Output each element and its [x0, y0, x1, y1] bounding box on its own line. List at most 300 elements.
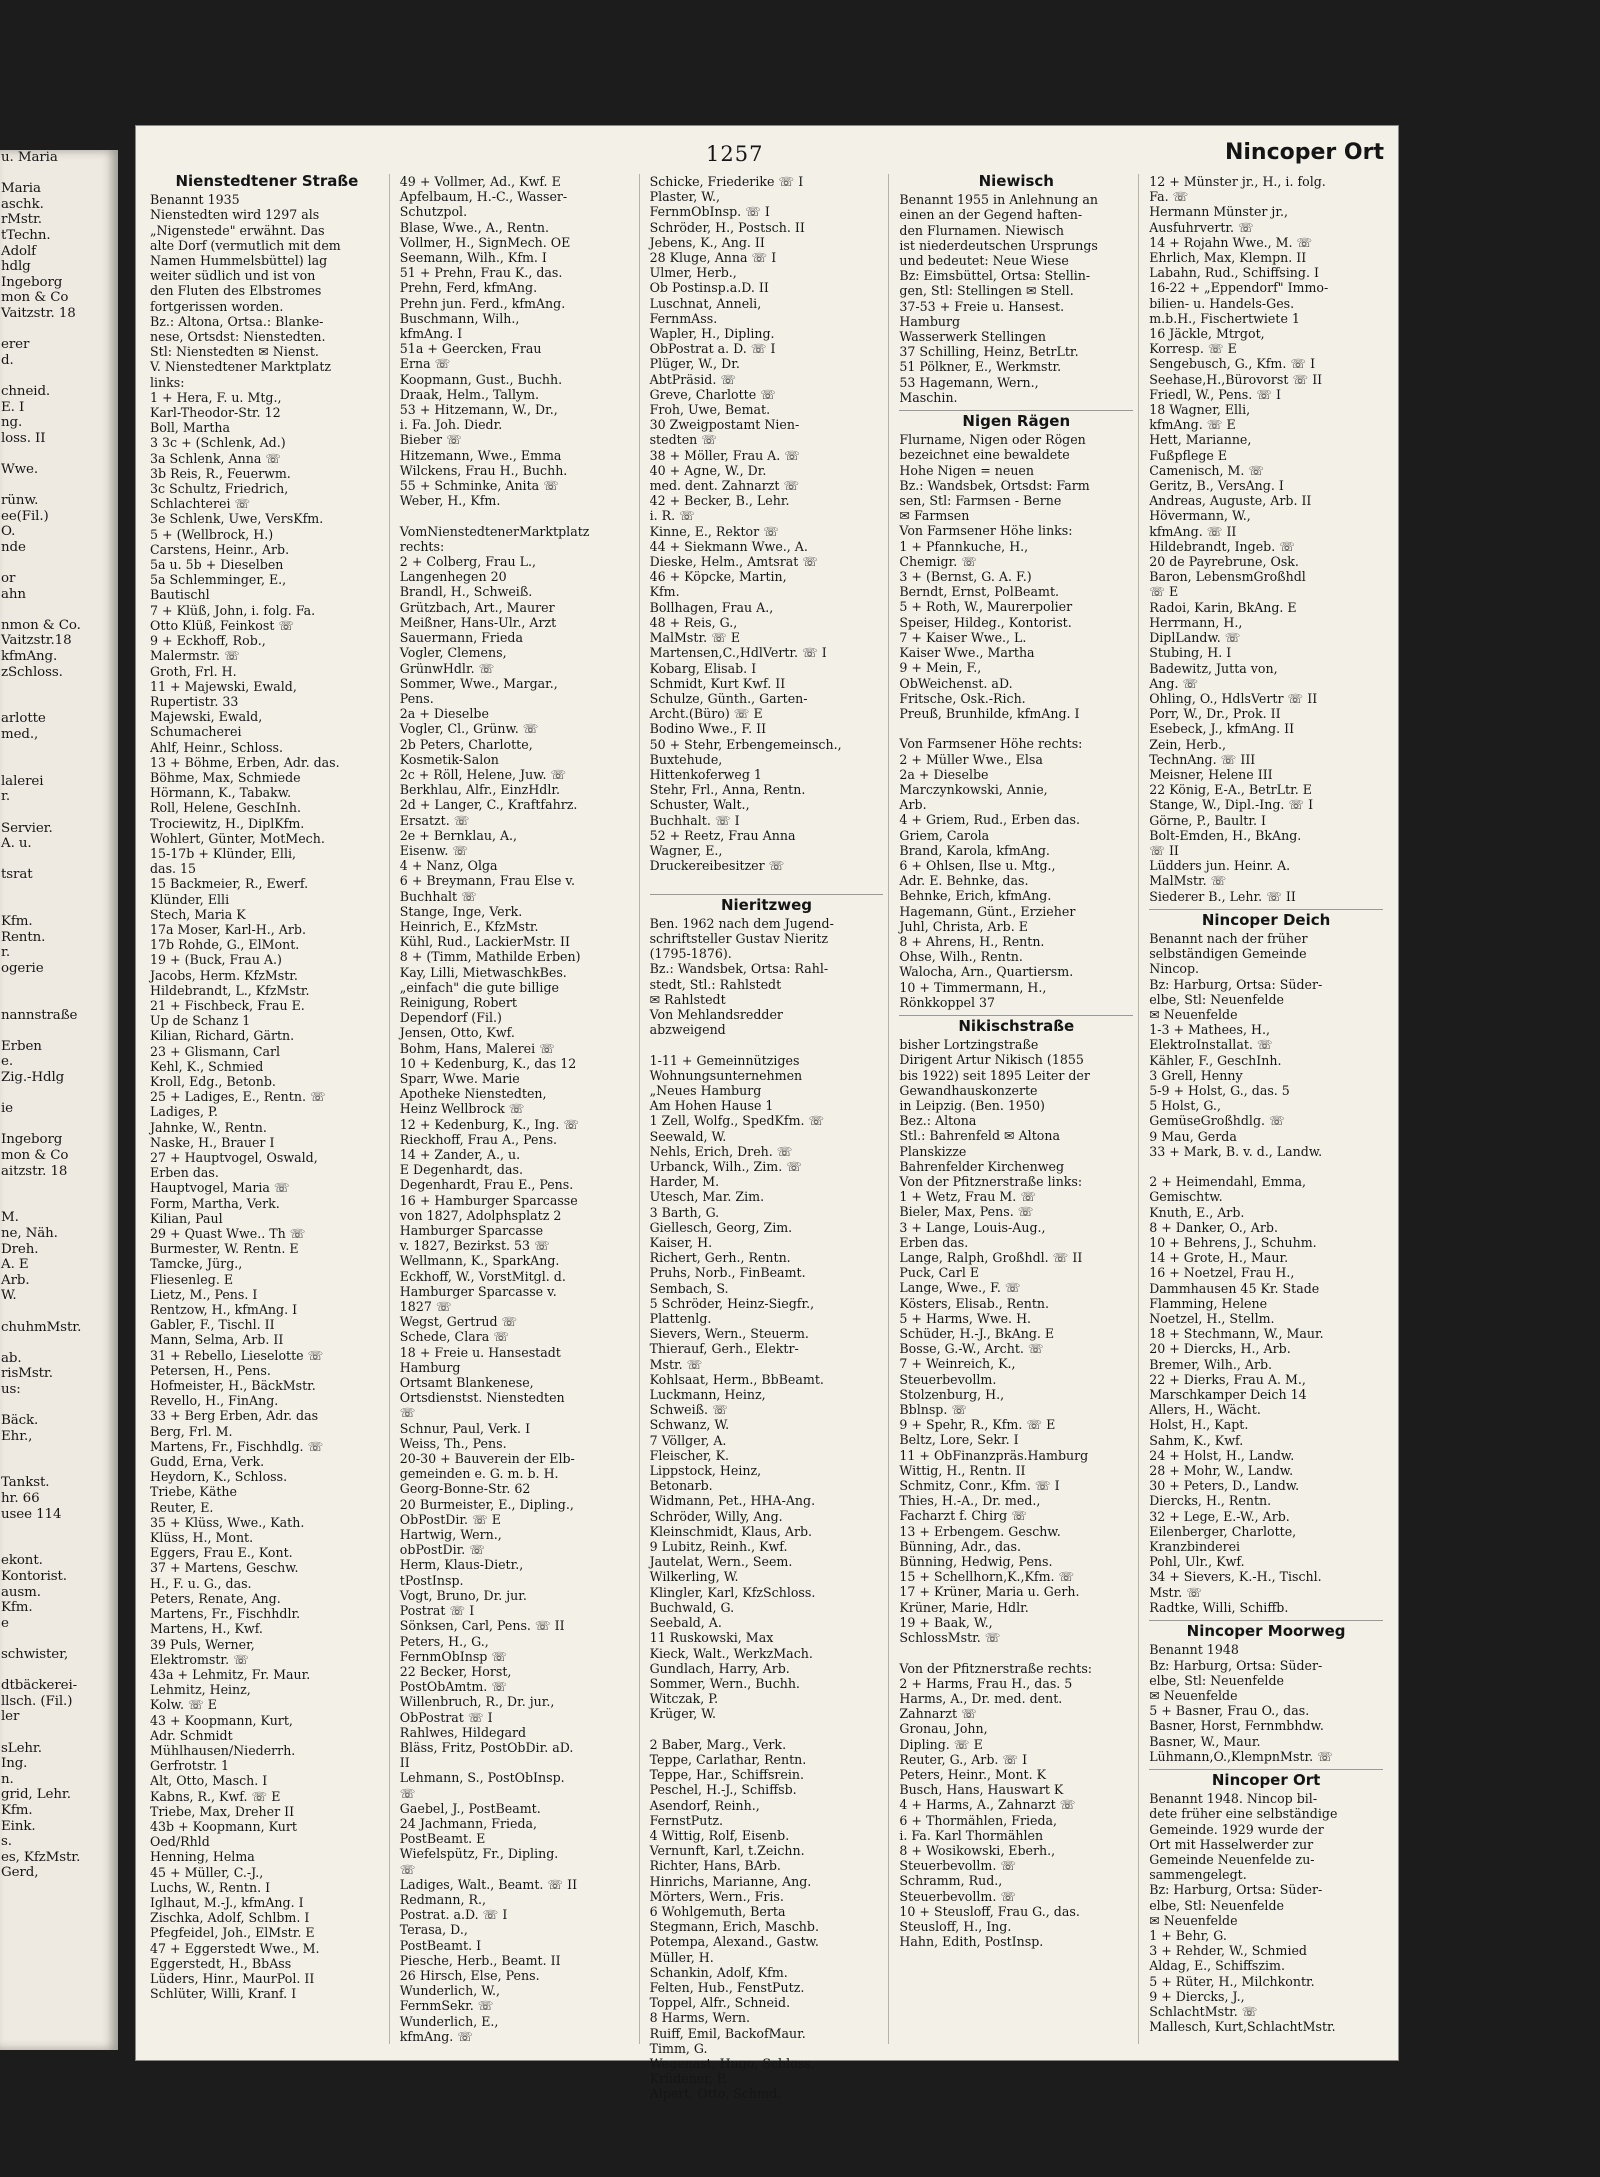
directory-line: Basner, Horst, Fernmbhdw.	[1149, 1718, 1324, 1734]
directory-line: Blase, Wwe., A., Rentn.	[399, 219, 550, 235]
directory-line: Schröder, Willy, Ang.	[649, 1508, 783, 1524]
directory-line: Felten, Hub., FenstPutz.	[649, 1979, 805, 1995]
directory-line	[1149, 1159, 1383, 1174]
directory-line: tPostInsp.	[399, 1572, 464, 1588]
directory-line: ☏	[399, 1405, 416, 1421]
directory-line: Luchs, W., Rentn. I	[150, 1879, 271, 1895]
directory-line: Esebeck, J., kfmAng. II	[1149, 721, 1295, 737]
directory-line: Seewald, W.	[649, 1128, 727, 1144]
directory-line: 44 + Siekmann Wwe., A.	[649, 538, 808, 554]
directory-line: Görne, P., Baultr. I	[1149, 812, 1266, 828]
left-page-fragment	[0, 166, 118, 182]
left-page-fragment	[0, 446, 118, 462]
left-page-fragment: Arb.	[1, 1272, 30, 1288]
directory-line: Ruiff, Emil, BackofMaur.	[649, 2025, 806, 2041]
left-page-fragment: usee 114	[1, 1506, 62, 1522]
directory-line: Fleischer, K.	[649, 1447, 729, 1463]
directory-line: Steuerbevollm.	[899, 1371, 997, 1387]
directory-line: Langenhegen 20	[399, 569, 507, 585]
directory-line: 2b Peters, Charlotte,	[399, 736, 533, 752]
left-page-fragment: d.	[1, 352, 14, 368]
directory-line: Wohnungsunternehmen	[649, 1067, 803, 1083]
directory-line: Bollhagen, Frau A.,	[649, 599, 774, 615]
directory-line: Iglhaut, M.-J., kfmAng. I	[150, 1894, 304, 1910]
directory-line: Wagner, E.,	[649, 842, 723, 858]
directory-line: ✉ Rahlstedt	[649, 991, 726, 1007]
directory-line: Allers, H., Wächt.	[1149, 1402, 1261, 1418]
directory-line: E Degenhardt, das.	[399, 1162, 523, 1178]
directory-line: Ausfuhrvertr. ☏	[1149, 219, 1254, 235]
directory-line: Hamburger Sparcasse	[399, 1223, 544, 1239]
directory-line: 1827 ☏	[399, 1299, 452, 1315]
left-page-fragment: schwister,	[1, 1647, 69, 1662]
directory-line: Stolzenburg, H.,	[899, 1386, 1005, 1402]
directory-line: Schnur, Paul, Verk. I	[399, 1420, 531, 1436]
directory-line: Schüder, H.-J., BkAng. E	[899, 1326, 1055, 1342]
directory-line: Bieler, Max, Pens. ☏	[899, 1204, 1034, 1220]
left-page-fragment: ee(Fil.)	[1, 508, 49, 524]
directory-line: Alpert, Otto, Schmd.	[649, 2086, 782, 2102]
directory-line: Bz: Harburg, Ortsa: Süder-	[1149, 1882, 1323, 1898]
directory-line: Brandl, H., Schweiß.	[399, 584, 533, 600]
directory-line: Krüdener, P.	[649, 2071, 727, 2087]
directory-line: Hinrichs, Marianne, Ang.	[649, 1873, 812, 1889]
directory-line: Badewitz, Jutta von,	[1149, 660, 1278, 676]
directory-line: Pens.	[399, 690, 434, 706]
left-page-fragment: Tankst.	[1, 1475, 50, 1491]
directory-line: Kinne, E., Rektor ☏	[649, 523, 779, 539]
directory-line: Martens, H., Kwf.	[150, 1621, 263, 1637]
left-page-fragment	[0, 1117, 118, 1133]
directory-line: 45 + Müller, C.-J.,	[150, 1864, 264, 1880]
left-page-fragment: hr. 66	[1, 1491, 40, 1507]
left-page-fragment: zSchloss.	[1, 664, 63, 680]
directory-line: Giellesch, Georg, Zim.	[649, 1219, 793, 1235]
directory-line: Triebe, Max, Dreher II	[150, 1803, 295, 1819]
directory-line: 17 + Krüner, Maria u. Gerh.	[899, 1584, 1080, 1600]
directory-line: „Nigenstede" erwähnt. Das	[150, 222, 325, 238]
directory-line: Schulze, Günth., Garten-	[649, 690, 808, 706]
directory-line: Zein, Herb.,	[1149, 736, 1227, 752]
directory-line: Von Farmsener Höhe rechts:	[899, 736, 1083, 752]
directory-line: Hohe Nigen = neuen	[899, 462, 1034, 478]
directory-line: 14 + Rojahn Wwe., M. ☏	[1149, 234, 1313, 250]
directory-line: Krüner, Marie, Hdlr.	[899, 1599, 1029, 1615]
directory-line: Plattenlg.	[649, 1311, 712, 1327]
directory-line: Dipling. ☏ E	[899, 1736, 983, 1752]
left-page-fragment: ahn	[1, 586, 26, 602]
directory-line: MalMstr. ☏	[1149, 873, 1227, 889]
directory-line: Ortsdienstst. Nienstedten	[399, 1390, 565, 1406]
directory-line: Weiss, Th., Pens.	[399, 1435, 507, 1451]
directory-line: Berkhlau, Alfr., EinzHdlr.	[399, 782, 561, 798]
left-page-fragment	[0, 368, 118, 384]
directory-line: Karl-Theodor-Str. 12	[150, 405, 281, 421]
directory-line: ✉ Neuenfelde	[1149, 1912, 1238, 1928]
directory-line: Schramm, Rud.,	[899, 1873, 1003, 1889]
directory-line: 43b + Koopmann, Kurt	[150, 1818, 297, 1834]
directory-line: Revello, H., FinAng.	[150, 1393, 279, 1409]
directory-line: Nienstedten wird 1297 als	[150, 207, 320, 223]
directory-line: Schweiß. ☏	[649, 1402, 728, 1418]
directory-line: und bedeutet: Neue Wiese	[899, 253, 1069, 269]
directory-line: Mallesch, Kurt,SchlachtMstr.	[1149, 2019, 1336, 2035]
directory-line: elbe, Stl: Neuenfelde	[1149, 1672, 1284, 1688]
directory-line: 2c + Röll, Helene, Juw. ☏	[399, 766, 567, 782]
left-page-fragment: r.	[1, 789, 10, 805]
directory-line: Peters, Heinr., Mont. K	[899, 1766, 1047, 1782]
directory-line: 3 3c + (Schlenk, Ad.)	[150, 435, 286, 451]
directory-line: gemeinden e. G. m. b. H.	[399, 1466, 559, 1482]
directory-line: 27 + Hauptvogel, Oswald,	[150, 1150, 318, 1165]
directory-line: 50 + Stehr, Erbengemeinsch.,	[649, 736, 842, 752]
left-page-fragment	[0, 1086, 118, 1102]
directory-line: Jahnke, W., Rentn.	[150, 1119, 267, 1135]
directory-line: Marczynkowski, Annie,	[899, 781, 1048, 797]
directory-line: 24 Jachmann, Frieda,	[399, 1815, 538, 1831]
left-page-fragment: r.	[1, 945, 10, 961]
directory-line: Hartwig, Wern.,	[399, 1527, 502, 1543]
directory-line: ☏ E	[1149, 584, 1179, 600]
directory-line: 18 + Freie u. Hansestadt	[399, 1344, 561, 1360]
directory-line: von 1827, Adolphsplatz 2	[399, 1207, 562, 1223]
left-page-fragment	[0, 477, 118, 493]
directory-line: Schutzpol.	[399, 204, 468, 220]
directory-line: Jebens, K., Ang. II	[649, 234, 765, 250]
left-page-fragment: Kfm.	[1, 1600, 33, 1616]
directory-line: Richter, Hans, BArb.	[649, 1858, 781, 1874]
directory-line: „Neues Hamburg	[649, 1082, 762, 1098]
directory-line: ✉ Neuenfelde	[1149, 1006, 1238, 1022]
directory-line: Kähler, F., GeschInh.	[1149, 1052, 1282, 1068]
directory-line: Jensen, Otto, Kwf.	[399, 1025, 515, 1041]
directory-line: 42 + Becker, B., Lehr.	[649, 493, 790, 509]
directory-columns	[150, 172, 1388, 2102]
left-page-fragment: med.,	[1, 726, 39, 742]
directory-page	[136, 126, 1398, 2102]
directory-line: Ortsamt Blankenese,	[399, 1375, 534, 1391]
directory-line: Stegmann, Erich, Maschb.	[649, 1919, 819, 1935]
directory-line: 43a + Lehmitz, Fr. Maur.	[150, 1666, 311, 1682]
directory-line	[650, 873, 884, 888]
directory-line: Erben das.	[150, 1165, 219, 1181]
directory-line: GrünwHdlr. ☏	[399, 660, 495, 676]
directory-line: Sönksen, Carl, Pens. ☏ II	[399, 1618, 565, 1634]
left-page-fragment	[0, 1335, 118, 1351]
street-heading: Niewisch	[978, 172, 1054, 190]
directory-line: Terasa, D.,	[399, 1922, 468, 1938]
directory-line: Flurname, Nigen oder Rögen	[899, 432, 1086, 448]
directory-line: 46 + Köpcke, Martin,	[649, 569, 787, 585]
directory-line: 10 + Behrens, J., Schuhm.	[1149, 1235, 1317, 1251]
directory-line: Klingler, Karl, KfzSchloss.	[649, 1584, 816, 1600]
directory-line: Namen Hummelsbüttel) lag	[150, 253, 328, 269]
directory-line: Luckmann, Heinz,	[649, 1387, 766, 1403]
directory-line: Burmester, W. Rentn. E	[150, 1241, 299, 1257]
directory-line: 16 Jäckle, Mtrgot,	[1149, 326, 1265, 342]
directory-line: Lüdders jun. Heinr. A.	[1149, 858, 1291, 874]
directory-line: Pruhs, Norb., FinBeamt.	[649, 1265, 806, 1281]
directory-line: 13 + Böhme, Erben, Adr. das.	[150, 754, 340, 770]
directory-line: PostBeamt. E	[399, 1831, 486, 1847]
directory-line: Teppe, Har., Schiffsrein.	[649, 1767, 805, 1783]
directory-line: Hörmann, K., Tabakw.	[150, 785, 292, 801]
directory-line: Fa. ☏	[1149, 189, 1189, 205]
street-heading: Nienstedtener Straße	[175, 172, 359, 190]
directory-line: FernmAss.	[649, 310, 718, 326]
directory-line: 14 + Zander, A., u.	[399, 1147, 521, 1162]
directory-line: Juhl, Christa, Arb. E	[899, 918, 1028, 934]
directory-line: Rahlwes, Hildegard	[399, 1724, 527, 1740]
directory-line: 3 + Rehder, W., Schmied	[1149, 1943, 1307, 1959]
directory-line: bisher Lortzingstraße	[899, 1037, 1039, 1053]
directory-line: i. R. ☏	[649, 508, 695, 524]
directory-line: Gabler, F., Tischl. II	[150, 1317, 275, 1333]
directory-line: Thierauf, Gerh., Elektr-	[649, 1341, 799, 1357]
directory-line: 2 + Heimendahl, Emma,	[1149, 1174, 1307, 1190]
directory-line: Potempa, Alexand., Gastw.	[649, 1934, 819, 1950]
left-page-fragment	[0, 1522, 118, 1538]
directory-line: Martens, Fr., Fischhdlr.	[150, 1606, 301, 1622]
directory-line: Berg, Frl. M.	[150, 1423, 233, 1439]
left-page-fragment: Ing.	[1, 1756, 28, 1772]
column-3	[649, 174, 890, 2102]
directory-line: Hahn, Edith, PostInsp.	[899, 1934, 1044, 1950]
directory-line: Hauptvogel, Maria ☏	[150, 1180, 290, 1196]
directory-line: med. dent. Zahnarzt ☏	[649, 478, 800, 494]
directory-line: 39 Puls, Werner,	[150, 1636, 255, 1652]
directory-line: 5 + Rüter, H., Milchkontr.	[1149, 1973, 1315, 1989]
directory-line: Kösters, Elisab., Rentn.	[899, 1295, 1050, 1311]
directory-line: Vollmer, H., SignMech. OE	[399, 234, 571, 250]
directory-line: Hildebrandt, Ingeb. ☏	[1149, 538, 1295, 554]
left-page-fragment	[0, 758, 118, 774]
directory-line: Adr. E. Behnke, das.	[899, 873, 1029, 889]
directory-line: Wohlert, Günter, MotMech.	[150, 830, 325, 846]
left-page-fragment: e.	[1, 1054, 13, 1070]
directory-line: Schwanz, W.	[649, 1417, 730, 1433]
directory-line: gen, Stl: Stellingen ✉ Stell.	[899, 283, 1074, 299]
directory-line: 2a + Dieselbe	[399, 706, 489, 722]
directory-line: Walocha, Arn., Quartiersm.	[899, 964, 1074, 980]
directory-line: Marschkamper Deich 14	[1149, 1387, 1307, 1403]
directory-line: Degenhardt, Frau E., Pens.	[399, 1177, 574, 1193]
left-page-fragment	[0, 1725, 118, 1741]
directory-line: 4 + Harms, A., Zahnarzt ☏	[899, 1797, 1076, 1813]
directory-line: 8 + Ahrens, H., Rentn.	[899, 933, 1045, 949]
directory-line: Hildebrandt, L., KfzMstr.	[150, 982, 310, 998]
directory-line: Benannt 1948. Nincop bil-	[1149, 1791, 1318, 1807]
left-page-fragment: Kontorist.	[1, 1569, 67, 1585]
directory-line: Schmitz, Conr., Kfm. ☏ I	[899, 1478, 1060, 1494]
directory-line: 7 Völlger, A.	[649, 1432, 727, 1448]
directory-line: Dependorf (Fil.)	[399, 1010, 502, 1026]
column-5	[1149, 174, 1388, 2044]
directory-line: Carstens, Heinr., Arb.	[150, 541, 290, 557]
directory-line: stedt, Stl.: Rahlstedt	[649, 976, 782, 992]
directory-line: Dammhausen 45 Kr. Stade	[1149, 1280, 1320, 1296]
directory-line: 11 + ObFinanzpräs.Hamburg	[899, 1447, 1089, 1463]
directory-line: 38 + Möller, Frau A. ☏	[649, 447, 801, 463]
directory-line: Pohl, Ulr., Kwf.	[1149, 1554, 1245, 1570]
directory-line: Lehmann, S., PostObInsp.	[399, 1770, 565, 1786]
directory-line: 3b Reis, R., Feuerwm.	[150, 465, 291, 481]
left-page-fragment: nde	[1, 539, 26, 555]
directory-line: 4 Wittig, Rolf, Eisenb.	[649, 1827, 790, 1843]
directory-line	[650, 1037, 884, 1052]
directory-line: Hett, Marianne,	[1149, 432, 1252, 448]
directory-line: 37 + Martens, Geschw.	[150, 1560, 299, 1576]
directory-line: 10 + Steusloff, Frau G., das.	[899, 1903, 1080, 1919]
directory-line: Form, Martha, Verk.	[150, 1195, 280, 1211]
street-heading: Nikischstraße	[899, 1015, 1133, 1034]
directory-line: rechts:	[399, 538, 445, 554]
directory-line: Vernunft, Karl, t.Zeichn.	[649, 1843, 805, 1859]
directory-line: Benannt 1935	[150, 192, 240, 208]
directory-line: 3a Schlenk, Anna ☏	[150, 450, 282, 466]
directory-line: Porr, W., Dr., Prok. II	[1149, 706, 1281, 722]
directory-line: Harder, M.	[649, 1174, 720, 1190]
directory-line: Kilian, Richard, Gärtn.	[150, 1028, 295, 1044]
directory-line: Wilckens, Frau H., Buchh.	[399, 462, 568, 478]
left-page-fragment	[0, 743, 118, 759]
directory-line: Wellmann, K., SparkAng.	[399, 1253, 560, 1269]
directory-line: Holst, H., Kapt.	[1149, 1417, 1249, 1433]
directory-line: obPostDir. ☏	[399, 1542, 486, 1558]
directory-line: Facharzt f. Chirg ☏	[899, 1508, 1028, 1524]
directory-line: Labahn, Rud., Schiffsing. I	[1149, 265, 1319, 281]
directory-line: Reinigung, Robert	[399, 994, 517, 1010]
directory-line: ObPostrat a. D. ☏ I	[649, 341, 776, 357]
directory-line: 30 + Peters, D., Landw.	[1149, 1478, 1300, 1494]
directory-line: Kobarg, Elisab. I	[649, 660, 757, 676]
directory-line: Vogler, Cl., Grünw. ☏	[399, 721, 539, 737]
left-page-fragment: e	[1, 1615, 9, 1631]
directory-line: Gewandhauskonzerte	[899, 1082, 1038, 1098]
directory-line: Arb.	[899, 797, 927, 813]
directory-line: 33 + Berg Erben, Adr. das	[150, 1408, 319, 1424]
directory-line: Bohm, Hans, Malerei ☏	[399, 1040, 555, 1056]
directory-line: 35 + Klüss, Wwe., Kath.	[150, 1514, 305, 1530]
left-page-fragment: erer	[1, 337, 30, 353]
directory-line: 7 + Kaiser Wwe., L.	[899, 629, 1027, 645]
directory-line: Bez.: Altona	[899, 1113, 977, 1129]
left-page-fragment: A. u.	[1, 836, 32, 852]
directory-line: 11 Ruskowski, Max	[649, 1630, 774, 1646]
directory-line: 53 + Hitzemann, W., Dr.,	[399, 402, 558, 418]
directory-line: Peschel, H.-J., Schiffsb.	[649, 1782, 797, 1798]
directory-line: Vogt, Bruno, Dr. jur.	[399, 1587, 527, 1603]
directory-line: Koopmann, Gust., Buchh.	[399, 371, 563, 387]
left-page-fragment: Gerd,	[1, 1865, 39, 1881]
left-page-fragment: ogerie	[1, 960, 44, 976]
directory-line: ✉ Neuenfelde	[1149, 1687, 1238, 1703]
directory-line: Teppe, Carlathar, Rentn.	[649, 1751, 807, 1767]
directory-line: 6 + Thormählen, Frieda,	[899, 1812, 1058, 1828]
directory-line: kfmAng. ☏	[399, 2028, 474, 2044]
directory-line: Schede, Clara ☏	[399, 1329, 510, 1345]
directory-line: Kleinschmidt, Klaus, Arb.	[649, 1523, 813, 1539]
directory-line: bezeichnet eine bewaldete	[899, 447, 1070, 463]
left-page-fragment: arlotte	[1, 711, 46, 727]
directory-line: 20-30 + Bauverein der Elb-	[399, 1451, 575, 1467]
directory-line: 52 + Reetz, Frau Anna	[649, 827, 796, 843]
directory-line: Weber, H., Kfm.	[399, 493, 501, 509]
directory-line: ☏ II	[1149, 842, 1179, 858]
directory-line: Fußpflege E	[1149, 447, 1228, 463]
directory-line: fortgerissen worden.	[150, 298, 284, 314]
directory-line: ObPostrat ☏ I	[399, 1709, 493, 1725]
directory-line: 1-11 + Gemeinnütziges	[649, 1052, 800, 1068]
directory-line: 33 + Mark, B. v. d., Landw.	[1149, 1143, 1323, 1159]
directory-line: 6 Wohlgemuth, Berta	[649, 1903, 786, 1919]
directory-line: 5 Schröder, Heinz-Siegfr.,	[649, 1295, 815, 1311]
directory-line: Toppel, Alfr., Schneid.	[649, 1995, 791, 2011]
directory-line: Ohling, O., HdlsVertr ☏ II	[1149, 690, 1318, 706]
directory-line: Bz: Harburg, Ortsa: Süder-	[1149, 976, 1323, 992]
directory-line: MalMstr. ☏ E	[649, 630, 741, 646]
directory-line: Reuter, G., Arb. ☏ I	[899, 1751, 1028, 1767]
left-page-fragment	[0, 1179, 118, 1195]
left-page-fragment: Maria	[1, 181, 41, 197]
directory-line: 5-9 + Holst, G., das. 5	[1149, 1082, 1290, 1098]
directory-line: Kroll, Edg., Betonb.	[150, 1073, 276, 1089]
directory-line: Bodino Wwe., F. II	[649, 721, 767, 737]
left-page-fragment: rünw.	[1, 493, 39, 509]
left-page-fragment: Kfm.	[1, 914, 33, 930]
directory-line: Erna ☏	[399, 356, 451, 372]
directory-line: Sahm, K., Kwf.	[1149, 1432, 1244, 1448]
directory-line: Schlachterei ☏	[150, 496, 251, 512]
directory-line: Triebe, Käthe	[150, 1484, 237, 1500]
directory-line: Andreas, Auguste, Arb. II	[1149, 493, 1312, 509]
directory-line: 8 + Wosikowski, Eberh.,	[899, 1842, 1056, 1858]
directory-line: 1 + Pfannkuche, H.,	[899, 538, 1029, 554]
directory-line: v. 1827, Bezirkst. 53 ☏	[399, 1238, 550, 1254]
directory-line: Betonarb.	[649, 1478, 713, 1494]
left-page-fragment	[0, 852, 118, 868]
street-heading: Nigen Rägen	[899, 410, 1133, 429]
left-page-fragment	[0, 1631, 118, 1647]
directory-line: Apfelbaum, H.-C., Wasser-	[399, 189, 568, 205]
directory-line: 10 + Kedenburg, K., das 12	[399, 1055, 577, 1071]
directory-line: Witczak, P.	[649, 1691, 719, 1707]
directory-line: Bläss, Fritz, PostObDir. aD.	[399, 1739, 574, 1755]
left-page-fragment: llsch. (Fil.)	[1, 1693, 73, 1709]
directory-line: 30 Zweigpostamt Nien-	[649, 417, 800, 433]
left-page-fragment	[0, 1398, 118, 1414]
directory-line: Wasserwerk Stellingen	[899, 329, 1046, 345]
directory-line: 17b Rohde, G., ElMont.	[150, 937, 300, 953]
directory-line: nese, Ortsdst: Nienstedten.	[150, 329, 326, 345]
directory-line: Redmann, R.,	[399, 1891, 486, 1907]
directory-line: Lippstock, Heinz,	[649, 1463, 762, 1479]
left-page-fragment	[0, 322, 118, 338]
directory-line: Martens, Fr., Fischhdlg. ☏	[150, 1438, 324, 1454]
directory-line: 29 + Quast Wwe.. Th ☏	[150, 1226, 306, 1242]
directory-line: Peters, Renate, Ang.	[150, 1590, 281, 1606]
left-page-fragment	[0, 680, 118, 696]
directory-line: Kühl, Rud., LackierMstr. II	[399, 934, 570, 950]
directory-line: Fliesenleg. E	[150, 1271, 234, 1287]
directory-line: Grützbach, Art., Maurer	[399, 599, 555, 615]
left-page-fragment: aschk.	[1, 196, 44, 212]
directory-line: Stange, W., Dipl.-Ing. ☏ I	[1149, 797, 1314, 813]
directory-line: FernmObInsp ☏	[399, 1648, 508, 1664]
directory-line: ElektroInstallat. ☏	[1149, 1037, 1273, 1053]
directory-line	[400, 508, 634, 523]
directory-line: 16 + Noetzel, Frau H.,	[1149, 1265, 1295, 1281]
